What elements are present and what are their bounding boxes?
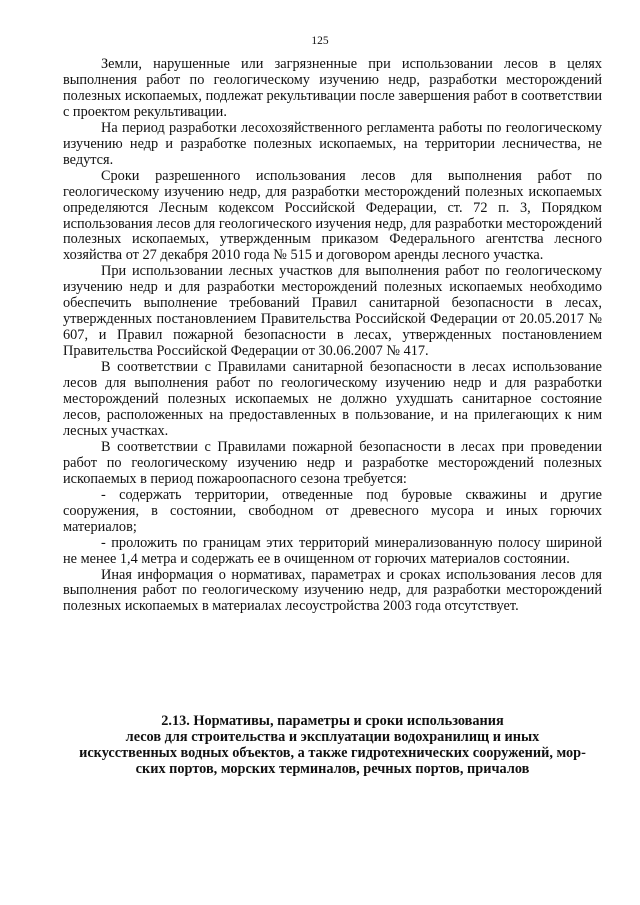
list-item-keep-territory: - содержать территории, отведенные под буровые скважины и другие сооружения, в состоянии, свободном от древесного мусора и иных горючих материалов; — [63, 486, 602, 535]
paragraph-no-works: На период разработки лесохозяйственного регламента работы по геологическому изучению недр и разработке полезных ископаемых, на территории лесничества, не ведутся. — [63, 119, 602, 168]
paragraph-sanitary-rules: В соответствии с Правилами санитарной безопасности в лесах использование лесов для выполнения работ по геологическому изучению недр и для разработки месторождений полезных ископаемых не должно ухудшать санитарное состояние лесов, расположенных на предоставленных в пользование, и на прилегающих к ним лесных участках. — [63, 359, 602, 439]
paragraph-other-info: Иная информация о нормативах, параметрах и сроках использования лесов для выполнения работ по геологическому изучению недр, для разработки месторождений полезных ископаемых в материалах лесоустройства 2003 года отсутствует. — [63, 566, 602, 615]
body-text — [63, 57, 602, 615]
list-item-mineral-strip: - проложить по границам этих территорий минерализованную полосу шириной не менее 1,4 метра и содержать ее в очищенном от горючих материалов состоянии. — [63, 534, 602, 567]
section-heading — [63, 713, 602, 777]
section-heading-line: лесов для строительства и эксплуатации водохранилищ и иных — [125, 729, 540, 745]
section-heading-line: ских портов, морских терминалов, речных портов, причалов — [135, 761, 530, 777]
paragraph-usage-terms: Сроки разрешенного использования лесов для выполнения работ по геологическому изучению недр, для разработки месторождений полезных ископаемых определяются Лесным кодексом Российской Федерации, ст. 72 п. 3, Порядком использования лесов для геологического изучения недр, для разработки месторождений полезных ископаемых, утвержденным приказом Федерального агентства лесного хозяйства от 27 декабря 2010 года № 515 и договором аренды лесного участка. — [63, 167, 602, 264]
paragraph-safety-rules: При использовании лесных участков для выполнения работ по геологическому изучению недр и для разработки месторождений полезных ископаемых необходимо обеспечить выполнение требований Правил санитарной безопасности в лесах, утвержденных постановлением Правительства Российской Федерации от 20.05.2017 № 607, и Правил пожарной безопасности в лесах, утвержденных постановлением Правительства Российской Федерации от 30.06.2007 № 417. — [63, 263, 602, 360]
section-heading-line: искусственных водных объектов, а также гидротехнических сооружений, мор- — [79, 745, 586, 761]
section-heading-line: 2.13. Нормативы, параметры и сроки использования — [161, 713, 504, 729]
page-number: 125 — [311, 35, 329, 47]
paragraph-land-reclamation: Земли, нарушенные или загрязненные при использовании лесов в целях выполнения работ по геологическому изучению недр, разработки месторождений полезных ископаемых, подлежат рекультивации после завершения работ в соответствии с проектом рекультивации. — [63, 56, 602, 120]
paragraph-fire-rules: В соответствии с Правилами пожарной безопасности в лесах при проведении работ по геологическому изучению недр и разработке месторождений полезных ископаемых в период пожароопасного сезона требуется: — [63, 438, 602, 487]
